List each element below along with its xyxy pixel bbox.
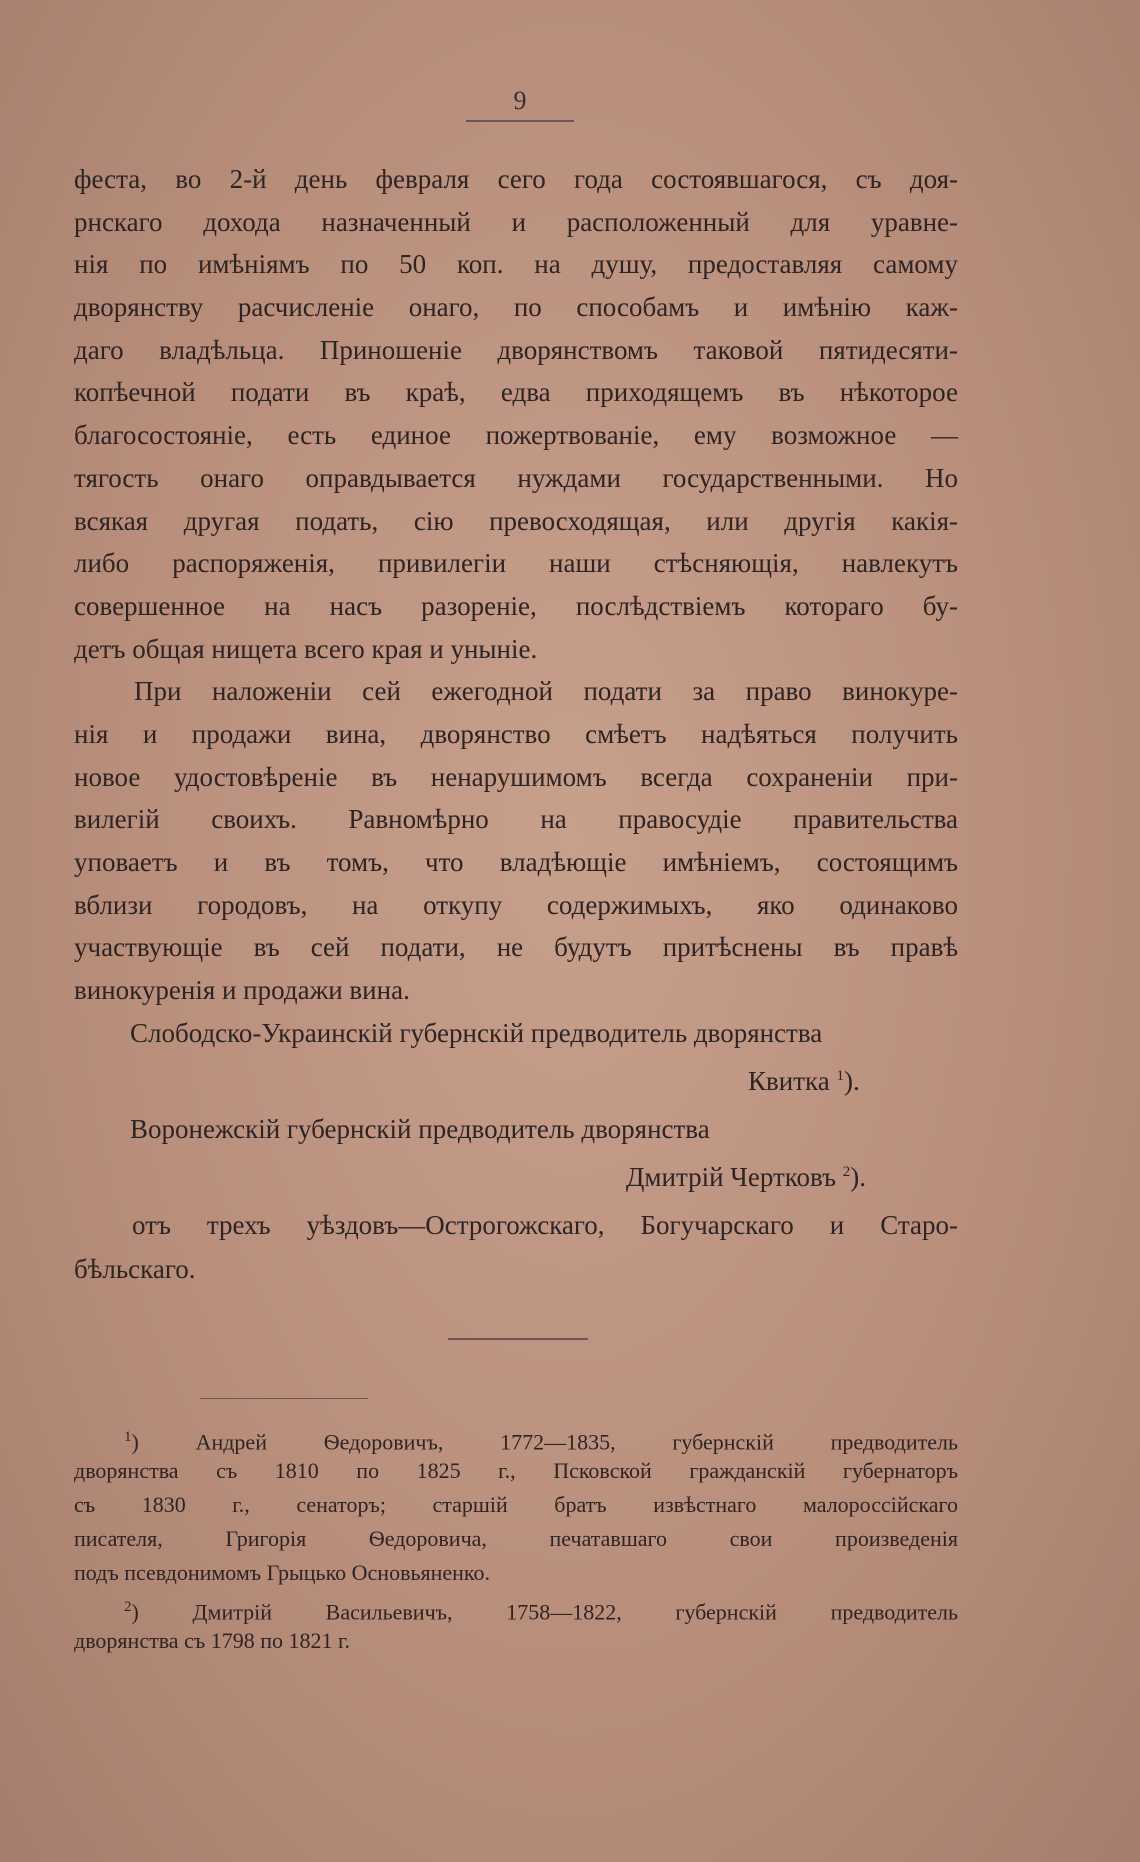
footnote-line: дворянства съ 1798 по 1821 г. [74, 1628, 351, 1653]
footnote-mark: 2 [124, 1599, 132, 1615]
text-line: рнскаго дохода назначенный и расположенный для уравне- [74, 206, 958, 237]
text-line: вилегій своихъ. Равномѣрно на правосудіе правительства [74, 804, 958, 835]
text-line: тягость онаго оправдывается нуждами государственными. Но [74, 462, 958, 493]
signature-districts: отъ трехъ уѣздовъ—Острогожскаго, Богучарскаго и Старо- [132, 1210, 958, 1240]
footnote-ref-2: 2 [842, 1164, 851, 1180]
footnote-line: писателя, Григорія Ѳедоровича, печатавшаго свои произведенія [74, 1526, 958, 1551]
text-line: уповаетъ и въ томъ, что владѣющіе имѣніемъ, состоящимъ [74, 847, 958, 877]
text-line: либо распоряженія, привилегіи наши стѣсняющія, навлекутъ [74, 548, 958, 579]
signature-name-2: Дмитрій Чертковъ $^2$). [626, 1162, 867, 1192]
footnote-text: Дмитрій Васильевичъ, 1758—1822, губернскій предводитель [192, 1599, 958, 1625]
signature-name-1: Квитка $^1$). [748, 1066, 860, 1096]
footnote-line: $^1$) Андрей Ѳедоровичъ, 1772—1835, губернскій предводитель [124, 1429, 959, 1455]
signature-districts-cont: бѣльскаго. [74, 1254, 196, 1284]
text-line: При наложеніи сей ежегодной подати за право винокуре- [134, 676, 958, 707]
header-rule [466, 120, 574, 122]
text-line: дворянству расчисленіе онаго, по способамъ и имѣнію каж- [74, 292, 958, 323]
signature-name-text: Квитка [748, 1066, 830, 1096]
footnote-ref-1: 1 [836, 1068, 844, 1084]
signature-title-1: Слободско-Украинскій губернскій предводитель дворянства [130, 1018, 823, 1048]
text-line: участвующіе въ сей подати, не будутъ притѣснены въ правѣ [74, 932, 958, 963]
signature-name-text: Дмитрій Чертковъ [626, 1162, 837, 1192]
section-rule [448, 1338, 588, 1340]
text-line: совершенное на насъ разореніе, послѣдствіемъ котораго бу- [74, 590, 958, 621]
footnote-text: Андрей Ѳедоровичъ, 1772—1835, губернскій предводитель [195, 1429, 959, 1455]
footnotes [74, 1420, 958, 1658]
page-number: 9 [513, 86, 527, 115]
text-line: феста, во 2-й день февраля сего года состоявшагося, съ доя- [74, 164, 958, 194]
footnote-line: подъ псевдонимомъ Грыцько Основьяненко. [74, 1560, 491, 1585]
footnote-line: съ 1830 г., сенаторъ; старшій братъ извѣстнаго малороссійскаго [74, 1492, 958, 1517]
text-line: нія и продажи вина, дворянство смѣетъ надѣяться получить [74, 718, 958, 749]
text-line: вблизи городовъ, на откупу содержимыхъ, яко одинаково [74, 889, 958, 920]
text-line: копѣечной подати въ краѣ, едва приходящемъ въ нѣкоторое [74, 377, 958, 408]
footnote-rule [200, 1398, 368, 1399]
text-line: новое удостовѣреніе въ ненарушимомъ всегда сохраненіи при- [74, 761, 958, 792]
text-line: нія по имѣніямъ по 50 коп. на душу, предоставляя самому [74, 249, 958, 280]
text-line: благосостояніе, есть единое пожертвованіе, ему возможное — [74, 420, 958, 451]
footnote-line: дворянства съ 1810 по 1825 г., Псковской гражданскій губернаторъ [74, 1458, 958, 1483]
body-text [74, 158, 958, 1012]
footnote-mark: 1 [124, 1429, 132, 1445]
footnote-line: $^2$) Дмитрій Васильевичъ, 1758—1822, губернскій предводитель [124, 1599, 958, 1625]
text-line: всякая другая подать, сію превосходящая, или другія какія- [74, 505, 958, 536]
text-line: детъ общая нищета всего края и уныніе. [74, 633, 538, 664]
text-line: даго владѣльца. Приношеніе дворянствомъ таковой пятидесяти- [74, 334, 958, 365]
signature-title-2: Воронежскій губернскій предводитель дворянства [130, 1114, 710, 1144]
text-line: винокуренія и продажи вина. [74, 975, 410, 1006]
